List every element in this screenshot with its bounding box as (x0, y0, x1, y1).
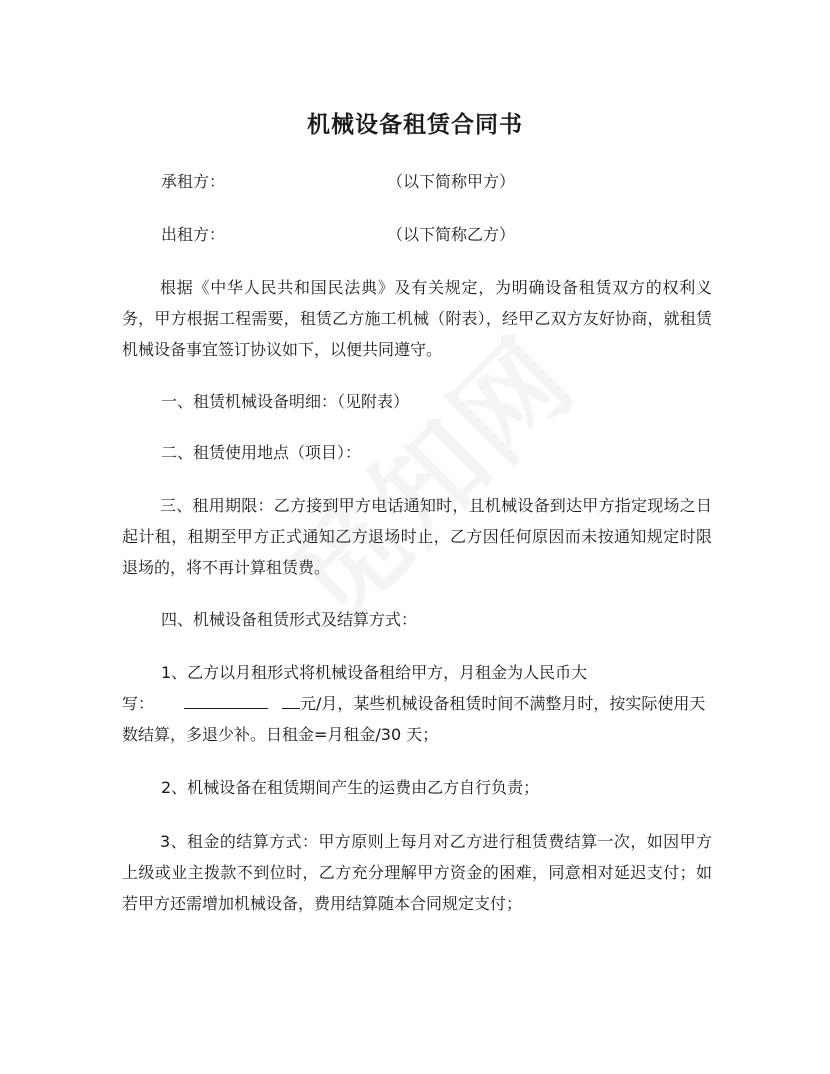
document-title: 机械设备租赁合同书 (307, 112, 523, 138)
section-1: 一、租赁机械设备明细：（见附表） (161, 392, 410, 411)
clause-1-suffix: 元/月，某些机械设备租赁时间不满整月时，按实际使用天 (300, 694, 706, 713)
clause-1-line-3: 数结算，多退少补。日租金=月租金/30 天； (122, 725, 439, 744)
intro-paragraph: 根据《中华人民共和国民法典》及有关规定，为明确设备租赁双方的权利义务，甲方根据工程需要，租赁乙方施工机械（附表），经甲乙双方友好协商，就租赁机械设备事宜签订协议如下，以便共同遵守。 (122, 278, 712, 359)
rent-amount-blank (184, 694, 268, 709)
section-3: 三、租用期限：乙方接到甲方电话通知时，且机械设备到达甲方指定现场之日起计租，租期至甲方正式通知乙方退场时止，乙方因任何原因而未按通知规定时限退场的，将不再计算租赁费。 (122, 496, 712, 577)
lessee-label: 承租方： (161, 172, 226, 191)
lessee-note: （以下简称甲方） (387, 172, 516, 191)
rent-amount-blank-tail (282, 694, 300, 709)
clause-3: 3、租金的结算方式：甲方原则上每月对乙方进行租赁费结算一次，如因甲方上级或业主拨款不到位时，乙方充分理解甲方资金的困难，同意相对延迟支付；如若甲方还需增加机械设备，费用结算随本合同规定支付； (122, 832, 712, 913)
clause-1-line-1: 1、乙方以月租形式将机械设备租给甲方，月租金为人民币大 (161, 663, 588, 682)
clause-1-prefix: 写： (122, 694, 155, 713)
lessor-note: （以下简称乙方） (387, 225, 516, 244)
section-2: 二、租赁使用地点（项目）： (161, 443, 362, 462)
lessor-label: 出租方： (161, 225, 226, 244)
section-4: 四、机械设备租赁形式及结算方式： (161, 610, 418, 629)
clause-2: 2、机械设备在租赁期间产生的运费由乙方自行负责； (161, 778, 540, 797)
clause-1-line-2 (122, 693, 705, 715)
